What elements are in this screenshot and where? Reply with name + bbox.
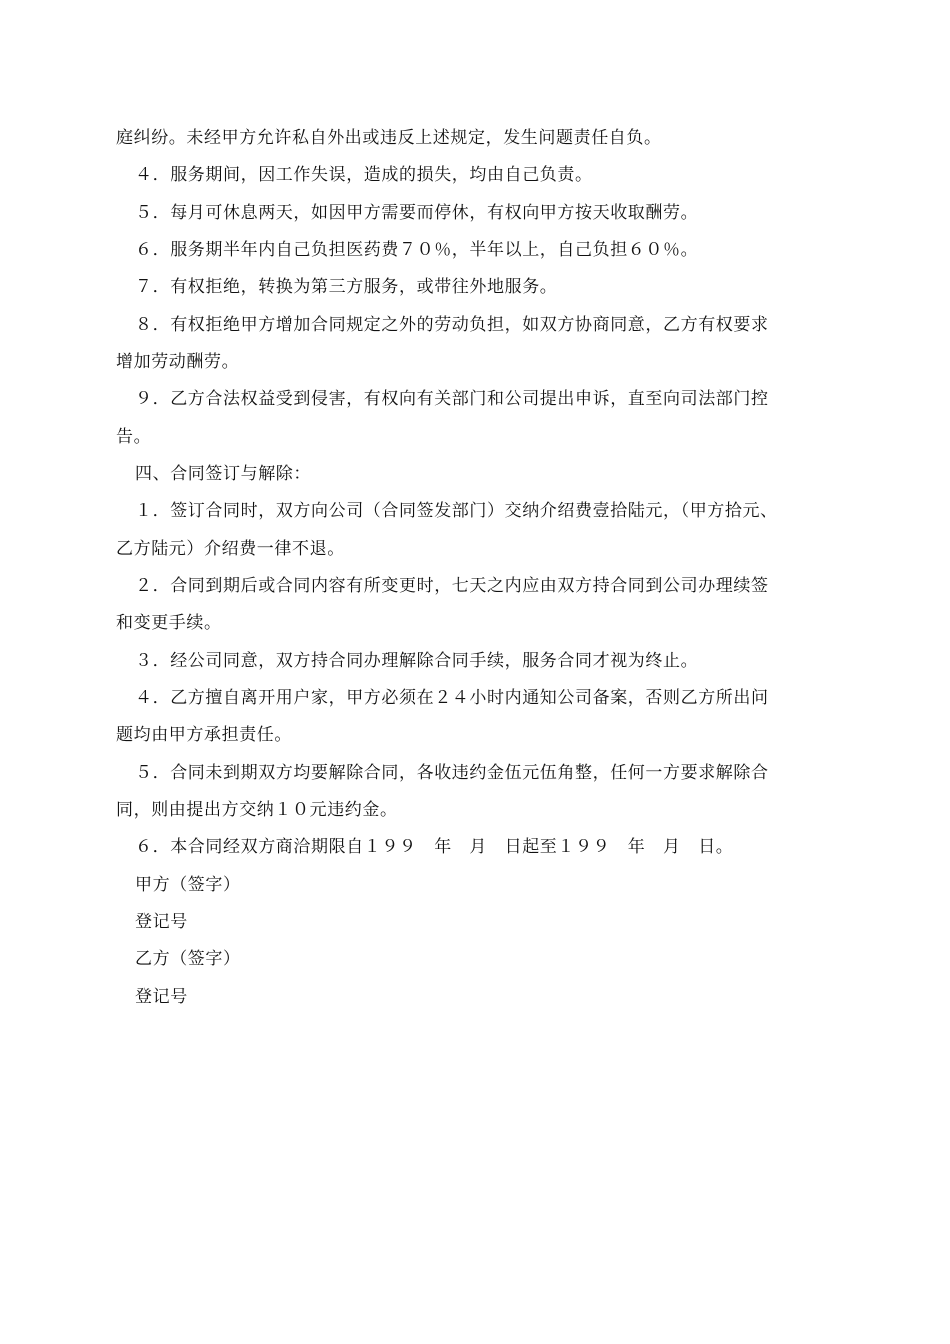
section4-clause-6-line: ６．本合同经双方商洽期限自１９９ 年 月 日起至１９９ 年 月 日。 — [135, 837, 734, 857]
section4-clause-2-continuation: 和变更手续。 — [116, 613, 222, 633]
clause-6-line: ６．服务期半年内自己负担医药费７０％，半年以上，自己负担６０％。 — [135, 240, 699, 260]
clause-9-continuation: 告。 — [116, 427, 152, 447]
paragraph-line: 庭纠纷。未经甲方允许私自外出或违反上述规定，发生问题责任自负。 — [116, 128, 662, 148]
section4-clause-1-line: １．签订合同时，双方向公司（合同签发部门）交纳介绍费壹拾陆元，（甲方拾元、 — [135, 501, 778, 521]
section4-clause-5-line: ５．合同未到期双方均要解除合同，各收违约金伍元伍角整，任何一方要求解除合 — [135, 763, 769, 783]
party-b-registration-label: 登记号 — [135, 987, 188, 1007]
section4-clause-4-line: ４．乙方擅自离开用户家，甲方必须在２４小时内通知公司备案，否则乙方所出问 — [135, 688, 769, 708]
clause-8-line: ８．有权拒绝甲方增加合同规定之外的劳动负担，如双方协商同意，乙方有权要求 — [135, 315, 769, 335]
section4-clause-5-continuation: 同，则由提出方交纳１０元违约金。 — [116, 800, 398, 820]
clause-4-line: ４．服务期间，因工作失误，造成的损失，均由自己负责。 — [135, 165, 593, 185]
party-b-signature-label: 乙方（签字） — [135, 949, 241, 969]
clause-8-continuation: 增加劳动酬劳。 — [116, 352, 240, 372]
section-heading: 四、合同签订与解除： — [135, 464, 311, 484]
section4-clause-4-continuation: 题均由甲方承担责任。 — [116, 725, 292, 745]
section4-clause-1-continuation: 乙方陆元）介绍费一律不退。 — [116, 539, 345, 559]
clause-7-line: ７．有权拒绝，转换为第三方服务，或带往外地服务。 — [135, 277, 558, 297]
section4-clause-3-line: ３．经公司同意，双方持合同办理解除合同手续，服务合同才视为终止。 — [135, 651, 699, 671]
party-a-registration-label: 登记号 — [135, 912, 188, 932]
clause-9-line: ９．乙方合法权益受到侵害，有权向有关部门和公司提出申诉，直至向司法部门控 — [135, 389, 769, 409]
party-a-signature-label: 甲方（签字） — [135, 875, 241, 895]
section4-clause-2-line: ２．合同到期后或合同内容有所变更时，七天之内应由双方持合同到公司办理续签 — [135, 576, 769, 596]
clause-5-line: ５．每月可休息两天，如因甲方需要而停休，有权向甲方按天收取酬劳。 — [135, 203, 699, 223]
